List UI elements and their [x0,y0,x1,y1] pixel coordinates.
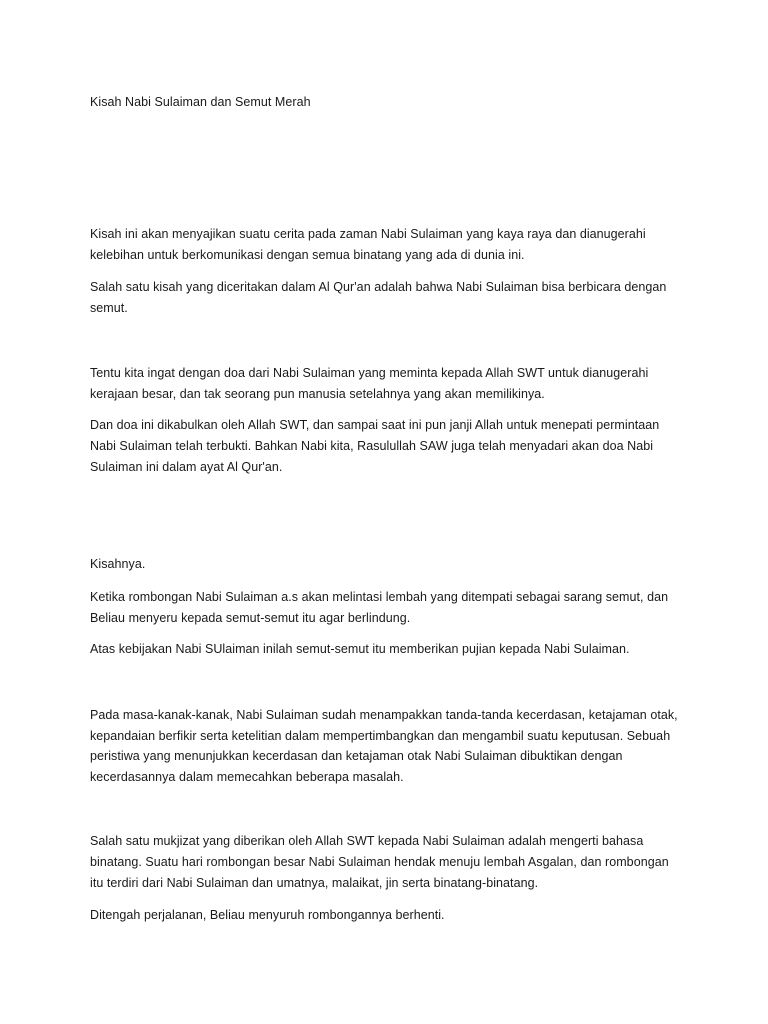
paragraph-line: peristiwa yang menunjukkan kecerdasan dan ketajaman otak Nabi Sulaiman dibuktikan dengan [90,749,623,763]
paragraph-line: Kisahnya. [90,557,146,571]
paragraph-line: Salah satu mukjizat yang diberikan oleh Allah SWT kepada Nabi Sulaiman adalah mengerti bahasa [90,834,644,848]
paragraph-line: Ditengah perjalanan, Beliau menyuruh rombongannya berhenti. [90,908,445,922]
paragraph-line: binatang. Suatu hari rombongan besar Nabi Sulaiman hendak menuju lembah Asgalan, dan rombongan [90,855,669,869]
paragraph-line: Sulaiman ini dalam ayat Al Qur'an. [90,460,283,474]
paragraph-line: Ketika rombongan Nabi Sulaiman a.s akan melintasi lembah yang ditempati sebagai sarang semut, dan [90,590,669,604]
paragraph-line: kerajaan besar, dan tak seorang pun manusia setelahnya yang akan memilikinya. [90,387,545,401]
paragraph-line: Pada masa-kanak-kanak, Nabi Sulaiman sudah menampakkan tanda-tanda kecerdasan, ketajaman otak, [90,708,678,722]
paragraph-line: Dan doa ini dikabulkan oleh Allah SWT, dan sampai saat ini pun janji Allah untuk menepati permintaan [90,418,660,432]
paragraph-line: itu terdiri dari Nabi Sulaiman dan umatnya, malaikat, jin serta binatang-binatang. [90,876,539,890]
paragraph-line: Kisah ini akan menyajikan suatu cerita pada zaman Nabi Sulaiman yang kaya raya dan dianugerahi [90,227,646,241]
document-title: Kisah Nabi Sulaiman dan Semut Merah [90,95,311,109]
paragraph-line: kelebihan untuk berkomunikasi dengan semua binatang yang ada di dunia ini. [90,248,525,262]
paragraph-line: kecerdasannya dalam memecahkan beberapa masalah. [90,770,404,784]
paragraph-line: Tentu kita ingat dengan doa dari Nabi Sulaiman yang meminta kepada Allah SWT untuk dianugerahi [90,366,649,380]
paragraph-line: Beliau menyeru kepada semut-semut itu agar berlindung. [90,611,411,625]
paragraph-line: Atas kebijakan Nabi SUlaiman inilah semut-semut itu memberikan pujian kepada Nabi Sulaiman. [90,642,630,656]
paragraph-line: semut. [90,301,128,315]
paragraph-line: Nabi Sulaiman telah terbukti. Bahkan Nabi kita, Rasulullah SAW juga telah menyadari akan doa Nabi [90,439,654,453]
paragraph-line: kepandaian berfikir serta ketelitian dalam mempertimbangkan dan mengambil suatu keputusan. Sebuah [90,729,671,743]
paragraph-line: Salah satu kisah yang diceritakan dalam Al Qur'an adalah bahwa Nabi Sulaiman bisa berbicara dengan [90,280,667,294]
